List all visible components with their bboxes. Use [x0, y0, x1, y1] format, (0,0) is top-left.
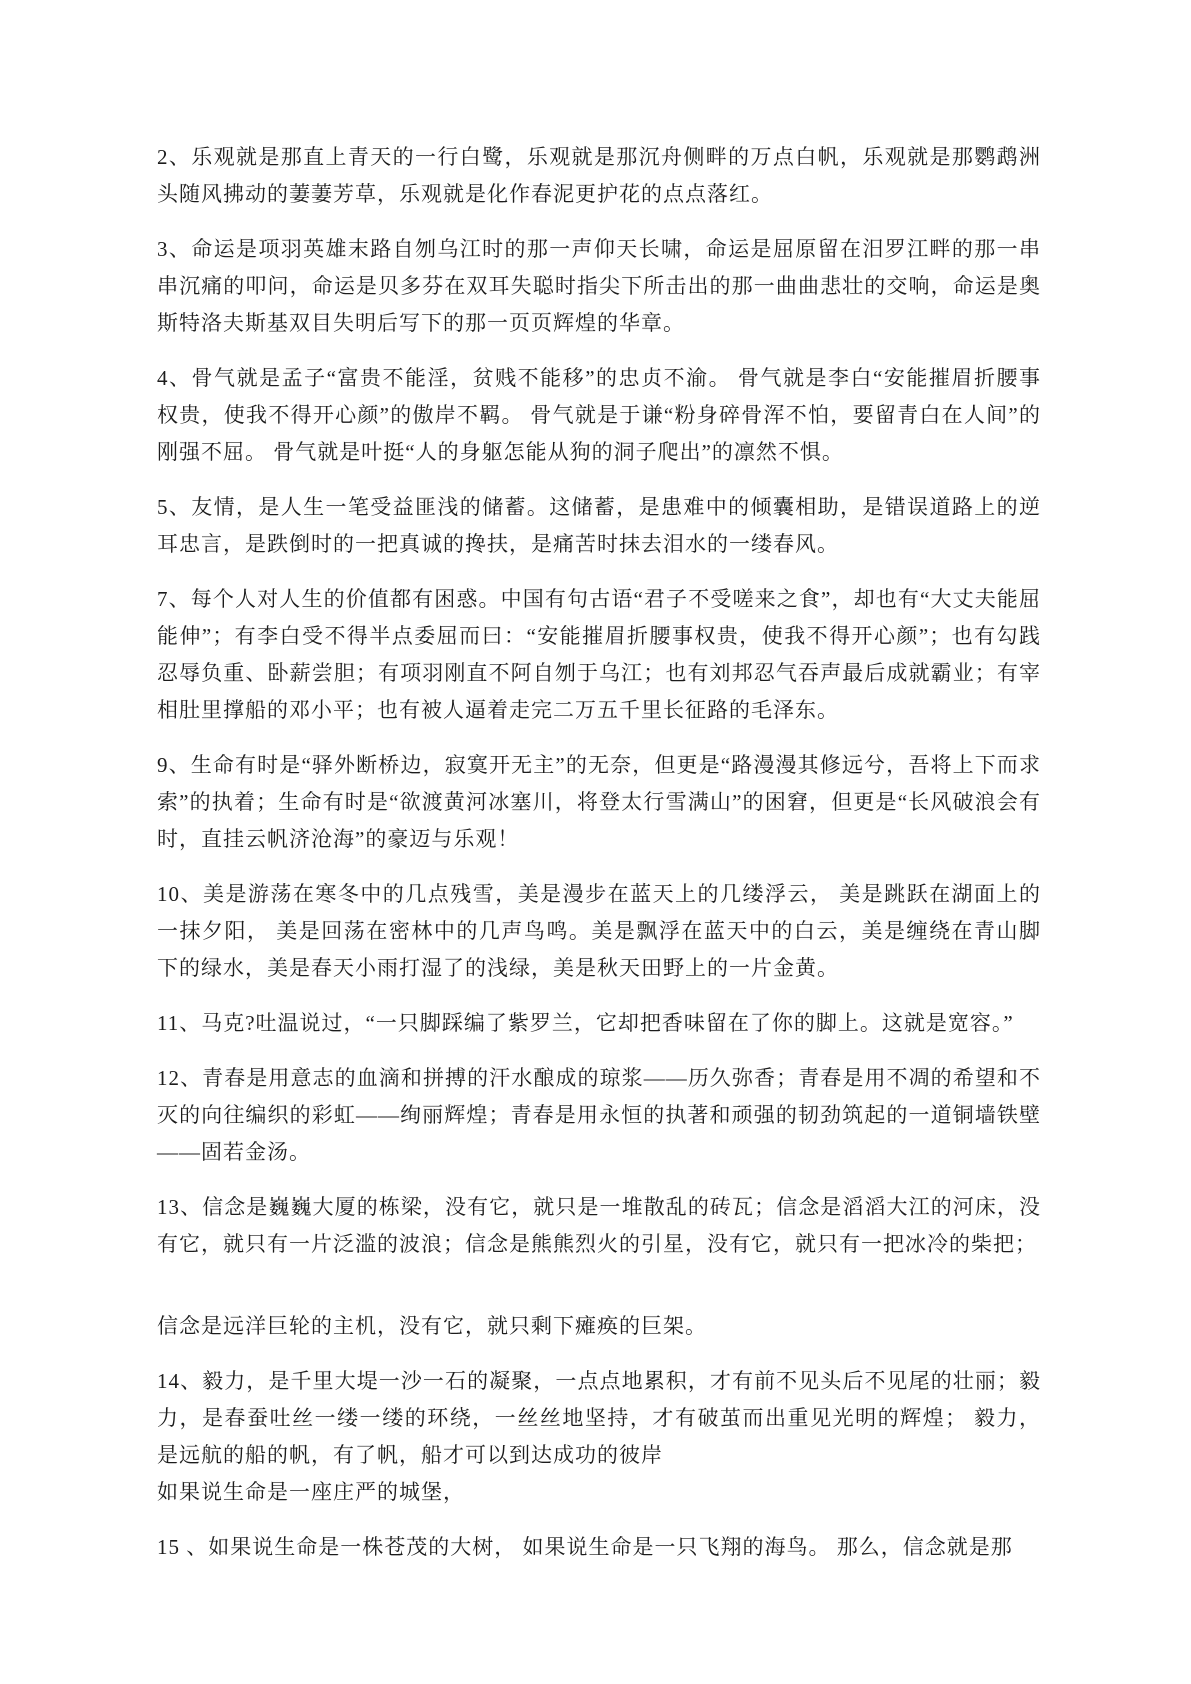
paragraph-item-13: 13、信念是巍巍大厦的栋梁，没有它，就只是一堆散乱的砖瓦；信念是滔滔大江的河床，没有它，就只有一片泛滥的波浪；信念是熊熊烈火的引星，没有它，就只有一把冰冷的柴把； — [157, 1195, 1041, 1256]
paragraph-item-2: 2、乐观就是那直上青天的一行白鹭，乐观就是那沉舟侧畔的万点白帆，乐观就是那鹦鹉洲头随风拂动的萋萋芳草，乐观就是化作春泥更护花的点点落红。 — [157, 145, 1041, 206]
paragraph-item-11: 11、马克?吐温说过，“一只脚踩编了紫罗兰，它却把香味留在了你的脚上。这就是宽容。” — [157, 1011, 1014, 1035]
paragraph-item-10: 10、美是游荡在寒冬中的几点残雪，美是漫步在蓝天上的几缕浮云， 美是跳跃在湖面上的一抹夕阳， 美是回荡在密林中的几声鸟鸣。美是飘浮在蓝天中的白云，美是缠绕在青山脚下的绿水，美是春天小雨打湿了的浅绿，美是秋天田野上的一片金黄。 — [157, 882, 1041, 980]
paragraph-item-13b: 信念是远洋巨轮的主机，没有它，就只剩下瘫痪的巨架。 — [157, 1314, 707, 1338]
paragraph-item-7: 7、每个人对人生的价值都有困惑。中国有句古语“君子不受嗟来之食”，却也有“大丈夫能屈能伸”；有李白受不得半点委屈而曰：“安能摧眉折腰事权贵，使我不得开心颜”；也有勾践忍辱负重、卧薪尝胆；有项羽刚直不阿自刎于乌江；也有刘邦忍气吞声最后成就霸业；有宰相肚里撑船的邓小平；也有被人逼着走完二万五千里长征路的毛泽东。 — [157, 587, 1041, 722]
paragraph-item-3: 3、命运是项羽英雄末路自刎乌江时的那一声仰天长啸，命运是屈原留在汨罗江畔的那一串串沉痛的叩问，命运是贝多芬在双耳失聪时指尖下所击出的那一曲曲悲壮的交响，命运是奥斯特洛夫斯基双目失明后写下的那一页页辉煌的华章。 — [157, 237, 1041, 335]
paragraph-item-5: 5、友情，是人生一笔受益匪浅的储蓄。这储蓄，是患难中的倾囊相助，是错误道路上的逆耳忠言，是跌倒时的一把真诚的搀扶，是痛苦时抹去泪水的一缕春风。 — [157, 495, 1041, 556]
paragraph-item-14b: 如果说生命是一座庄严的城堡， — [157, 1480, 465, 1504]
paragraph-item-14: 14、毅力，是千里大堤一沙一石的凝聚，一点点地累积，才有前不见头后不见尾的壮丽；毅力，是春蚕吐丝一缕一缕的环绕，一丝丝地坚持，才有破茧而出重见光明的辉煌； 毅力，是远航的船的帆，有了帆，船才可以到达成功的彼岸 — [157, 1369, 1041, 1467]
paragraph-item-9: 9、生命有时是“驿外断桥边，寂寞开无主”的无奈，但更是“路漫漫其修远兮，吾将上下而求索”的执着；生命有时是“欲渡黄河冰塞川，将登太行雪满山”的困窘，但更是“长风破浪会有时，直挂云帆济沧海”的豪迈与乐观！ — [157, 753, 1041, 851]
paragraph-item-12: 12、青春是用意志的血滴和拼搏的汗水酿成的琼浆——历久弥香；青春是用不凋的希望和不灭的向往编织的彩虹——绚丽辉煌；青春是用永恒的执著和顽强的韧劲筑起的一道铜墙铁壁——固若金汤。 — [157, 1066, 1041, 1164]
paragraph-item-4: 4、骨气就是孟子“富贵不能淫，贫贱不能移”的忠贞不渝。 骨气就是李白“安能摧眉折腰事权贵，使我不得开心颜”的傲岸不羁。 骨气就是于谦“粉身碎骨浑不怕，要留青白在人间”的刚强不屈。 骨气就是叶挺“人的身躯怎能从狗的洞子爬出”的凛然不惧。 — [157, 366, 1041, 464]
document-body — [157, 139, 1041, 1566]
paragraph-item-15: 15 、如果说生命是一株苍茂的大树， 如果说生命是一只飞翔的海鸟。 那么，信念就是那 — [157, 1535, 1013, 1559]
